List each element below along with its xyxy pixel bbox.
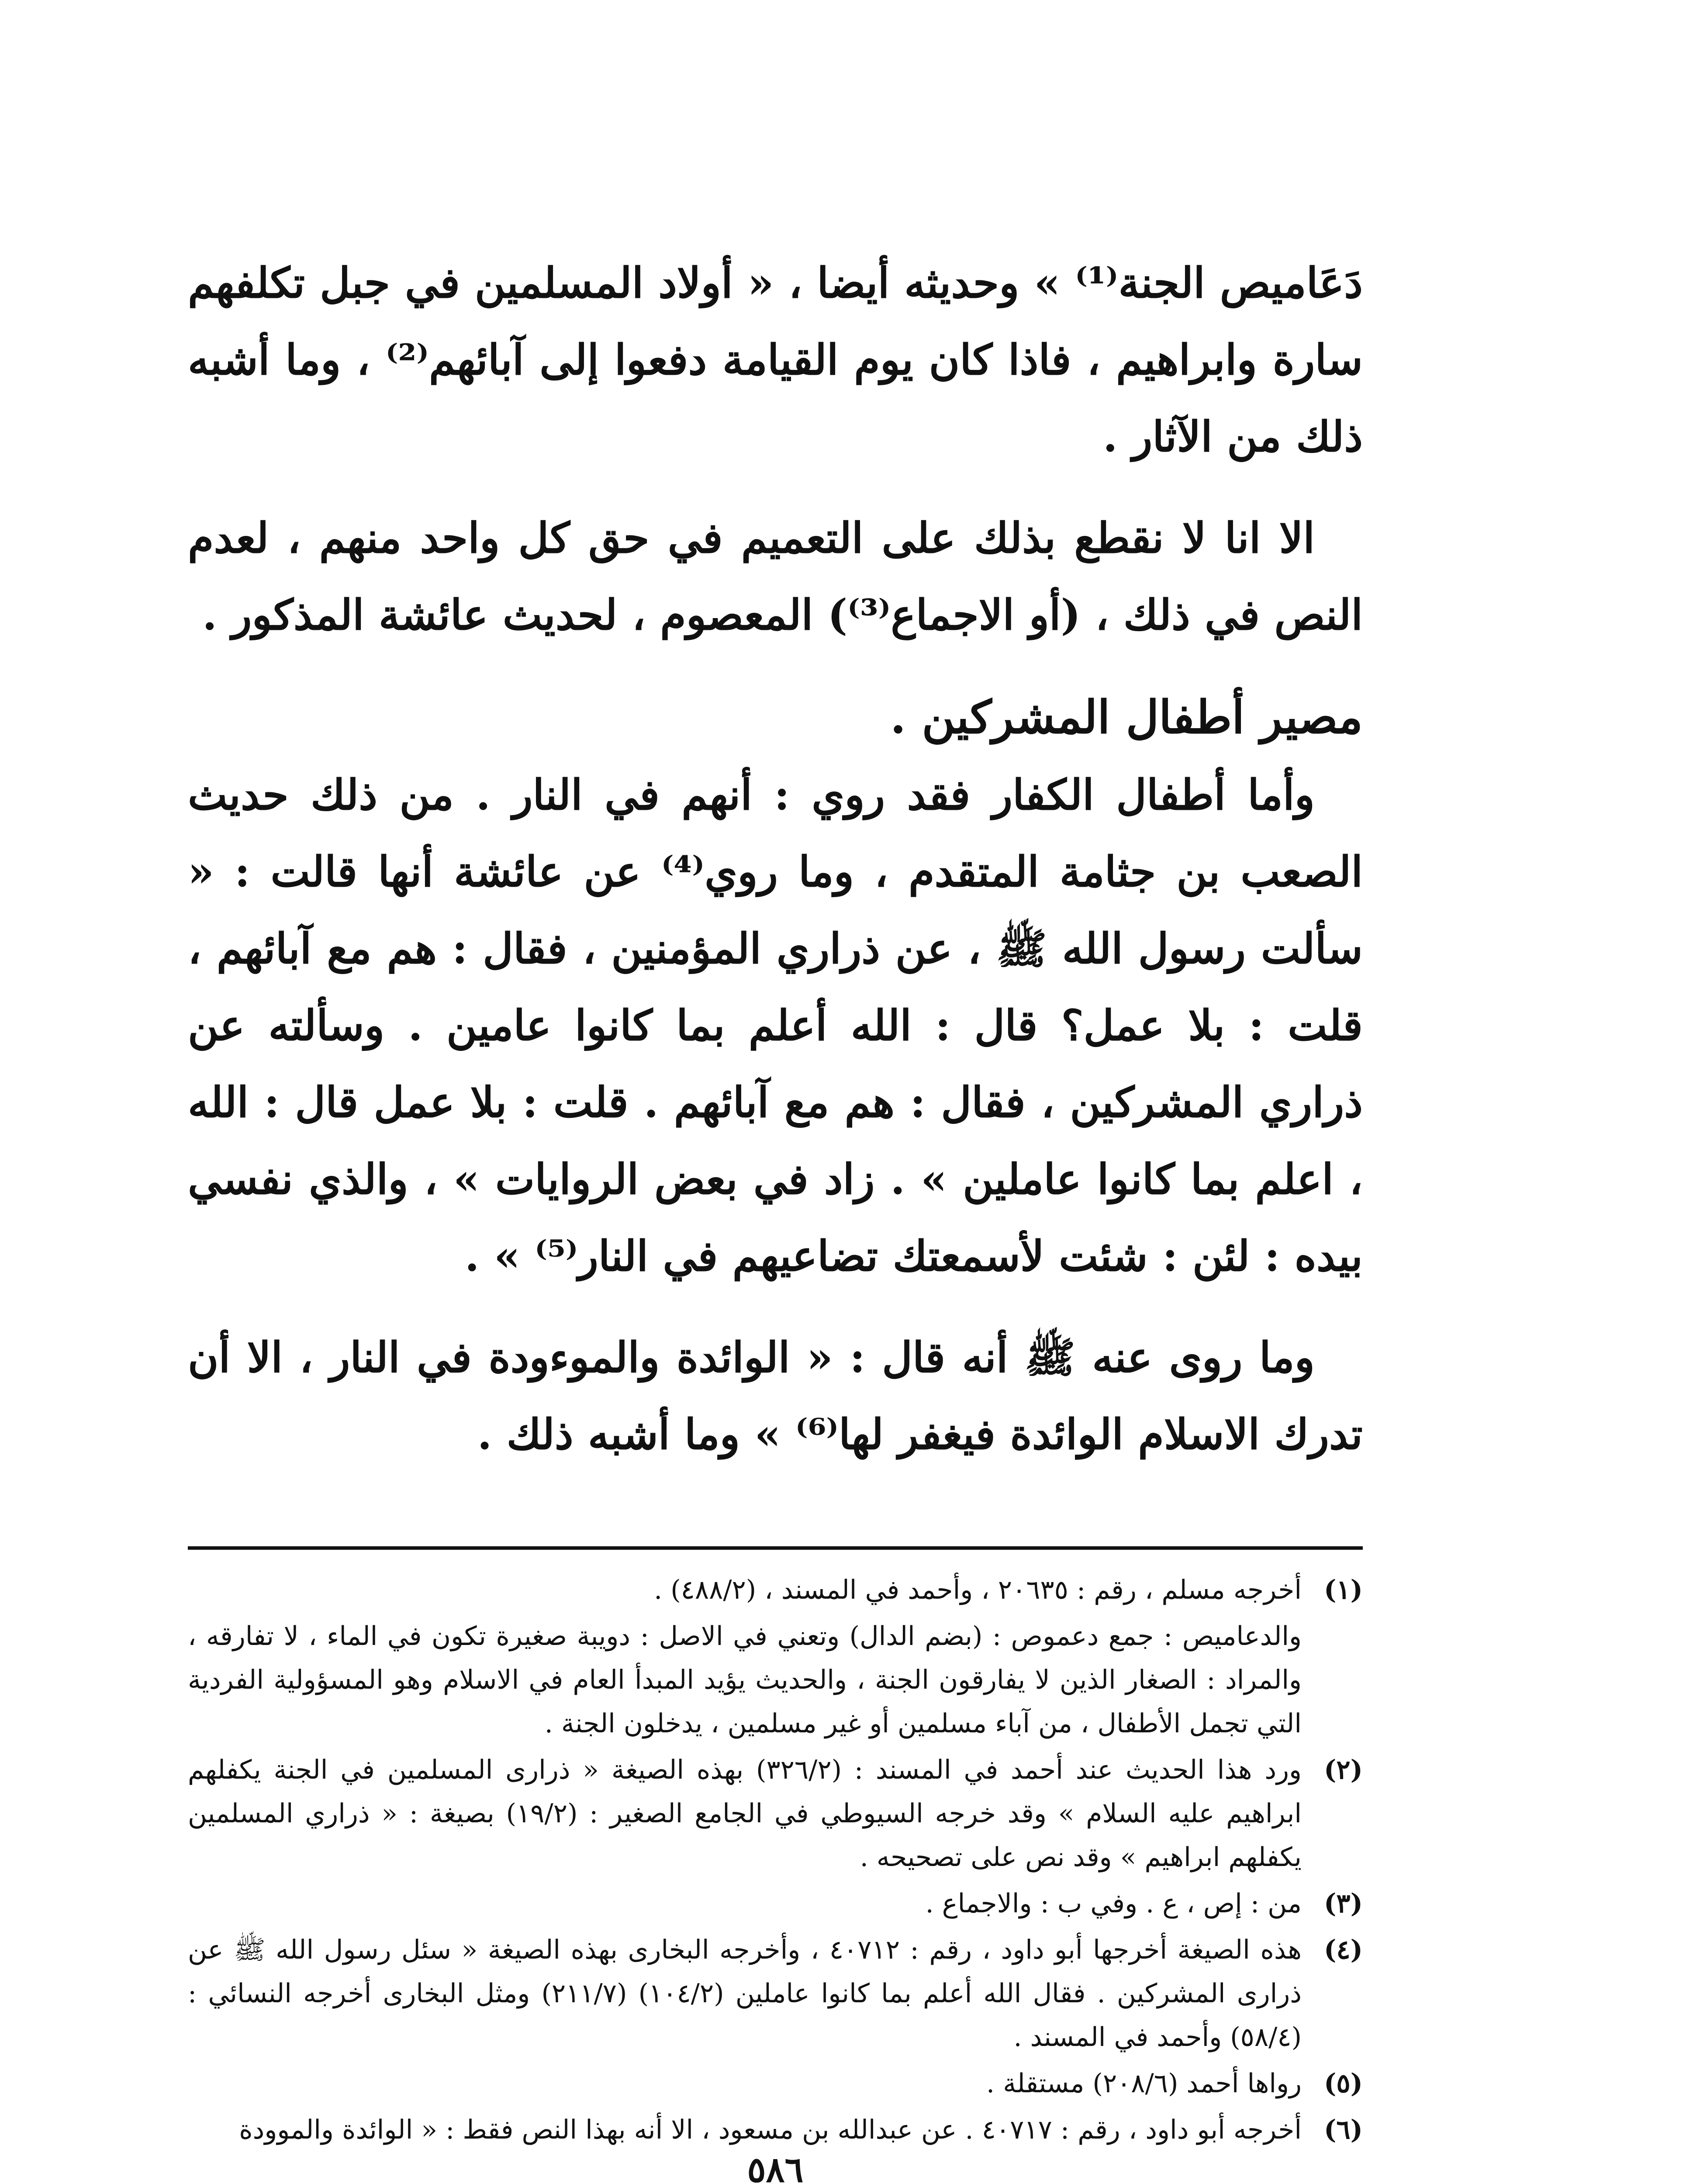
- paragraph-1: دَعَاميص الجنة⁽¹⁾ » وحديثه أيضا ، « أولاد المسلمين في جبل تكلفهم سارة وابراهيم ، فاذا كان يوم القيامة دفعوا إلى آبائهم⁽²⁾ ، وما أشبه ذلك من الآثار .: [188, 258, 1363, 461]
- footnote-number: (٣): [1323, 1888, 1363, 1919]
- section-heading: مصير أطفال المشركين .: [890, 690, 1363, 744]
- footnote-4: [188, 1928, 1363, 2059]
- footnote-2: [188, 1748, 1363, 1879]
- page-number: ٥٨٦: [747, 2149, 804, 2184]
- footnote-number: (٥): [1323, 2068, 1363, 2099]
- footnote-number: (٢): [1323, 1755, 1363, 1785]
- footnote-1: [188, 1568, 1363, 1612]
- footnote-separator: [188, 1546, 1363, 1550]
- footnote-text: أخرجه أبو داود ، رقم : ٤٠٧١٧ . عن عبدالله بن مسعود ، الا أنه بهذا النص فقط : « الوائدة والموودة: [239, 2115, 1302, 2145]
- footnote-5: [188, 2062, 1363, 2105]
- footnote-text: من : إص ، ع . وفي ب : والاجماع .: [925, 1888, 1302, 1919]
- paragraph-2: الا انا لا نقطع بذلك على التعميم في حق كل واحد منهم ، لعدم النص في ذلك ، (أو الاجماع⁽³⁾) المعصوم ، لحديث عائشة المذكور .: [188, 513, 1363, 639]
- paragraph-4: وما روى عنه ﷺ أنه قال : « الوائدة والموءودة في النار ، الا أن تدرك الاسلام الوائدة فيغفر لها⁽⁶⁾ » وما أشبه ذلك .: [188, 1333, 1363, 1459]
- footnote-6: [188, 2108, 1363, 2152]
- footnote-number: (١): [1323, 1575, 1363, 1605]
- document-page: [188, 245, 1363, 2184]
- footnote-text: ورد هذا الحديث عند أحمد في المسند : (٣٢٦/٢) بهذه الصيغة « ذرارى المسلمين في الجنة يكفلهم ابراهيم عليه السلام » وقد خرجه السيوطي في الجامع الصغير : (١٩/٢) بصيغة : « ذراري المسلمين يكفلهم ابراهيم » وقد نص على تصحيحه .: [188, 1755, 1302, 1873]
- footnote-number: (٦): [1323, 2115, 1363, 2145]
- footnote-text: رواها أحمد (٢٠٨/٦) مستقلة .: [986, 2068, 1302, 2099]
- footnote-text: أخرجه مسلم ، رقم : ٢٠٦٣٥ ، وأحمد في المسند ، (٤٨٨/٢) .: [654, 1575, 1302, 1605]
- footnote-3: [188, 1882, 1363, 1925]
- paragraph-3: وأما أطفال الكفار فقد روي : أنهم في النار . من ذلك حديث الصعب بن جثامة المتقدم ، وما روي⁽⁴⁾ عن عائشة أنها قالت : « سألت رسول الله ﷺ ، عن ذراري المؤمنين ، فقال : هم مع آبائهم ، قلت : بلا عمل؟ قال : الله أعلم بما كانوا عامين . وسألته عن ذراري المشركين ، فقال : هم مع آبائهم . قلت : بلا عمل قال : الله ، اعلم بما كانوا عاملين » . زاد في بعض الروايات » ، والذي نفسي بيده : لئن : شئت لأسمعتك تضاعيهم في النار⁽⁵⁾ » .: [188, 770, 1363, 1281]
- footnote-1-continuation: والدعاميص : جمع دعموص : (بضم الدال) وتعني في الاصل : دويبة صغيرة تكون في الماء ، لا تفارقه ، والمراد : الصغار الذين لا يفارقون الجنة ، والحديث يؤيد المبدأ العام في الاسلام وهو المسؤولية الفردية التي تجمل الأطفال ، من آباء مسلمين أو غير مسلمين ، يدخلون الجنة .: [188, 1621, 1302, 1739]
- footnote-text: هذه الصيغة أخرجها أبو داود ، رقم : ٤٠٧١٢ ، وأخرجه البخارى بهذه الصيغة « سئل رسول الله ﷺ عن ذرارى المشركين . فقال الله أعلم بما كانوا عاملين (١٠٤/٢) (٢١١/٧) ومثل البخارى أخرجه النسائي : (٥٨/٤) وأحمد في المسند .: [188, 1935, 1302, 2053]
- footnotes: [188, 1568, 1363, 2154]
- footnote-number: (٤): [1323, 1935, 1363, 1965]
